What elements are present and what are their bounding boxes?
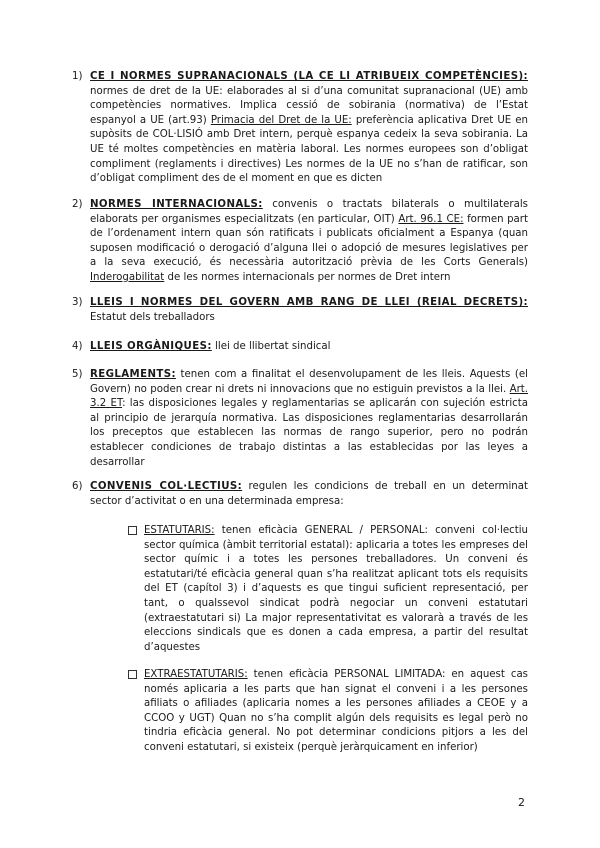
item-number: 6) [72,481,83,492]
item-heading: NORMES INTERNACIONALS: [90,199,263,210]
item-text: de les normes internacionals per normes de Dret intern [164,271,451,283]
item-text: regulen les condicions de treball en un determinat sector d’activitat o en una determinada empresa: [90,481,528,507]
list-item-6 [72,480,528,509]
sub-item-text: tenen eficàcia GENERAL / PERSONAL: conveni col·lectiu sector química (àmbit territorial estatal): aplicaria a totes les empreses del sector químic i a totes les persones treballadores. Un conveni és estatutari/té eficàcia general quan s’ha realitzat aplicant tots els requisits del ET (capítol 3) i d’aquests es que tingui suficient representació, per tant, o qualssevol sindicat podrà negociar un conveni estatutari (extraestatutari si) La major representativitat es valorarà a través de les eleccions sindicals que es donen a cada empresa, a partir del resultat d’aquestes [144,525,528,653]
list-item-2 [72,198,528,286]
sub-item-extraestatutaris [144,668,528,756]
item-heading: REGLAMENTS: [90,369,176,380]
item-number: 2) [72,199,83,210]
item-reference: Primacia del Dret de la UE: [210,114,352,126]
sub-item-heading: ESTATUTARIS: [144,525,215,536]
sub-item-text: tenen eficàcia PERSONAL LIMITADA: en aquest cas només aplicaria a les parts que han signat el conveni i a les persones afiliats o afiliades (aplicaria nomes a les persones afiliades a CEOE y a CCOO y UGT) Quan no s’ha complit algún dels requisits es legal però no tindria eficàcia general. No pot determinar condicions pitjors a les del conveni estatutari, si existeix (perquè jeràrquicament en inferior) [144,669,528,753]
item-text: Estatut dels treballadors [90,311,215,323]
item-text: convenis o tractats bilaterals o multilaterals elaborats per organismes especialitzats (en particular, OIT) [90,199,528,225]
item-reference: Art. 3.2 ET [90,383,528,410]
checkbox-bullet-icon [128,526,137,535]
item-number: 5) [72,369,83,380]
list-item-5 [72,368,528,470]
item-reference: Art. 96.1 CE: [398,213,464,225]
item-heading: CE I NORMES SUPRANACIONALS (LA CE LI ATRIBUEIX COMPETÈNCIES): [90,71,528,82]
sub-item-heading: EXTRAESTATUTARIS: [144,669,248,680]
item-reference: Inderogabilitat [90,271,165,283]
list-item-1 [72,70,528,187]
item-heading: CONVENIS COL·LECTIUS: [90,481,243,492]
checkbox-bullet-icon [128,670,137,679]
item-number: 1) [72,71,83,82]
item-heading: LLEIS ORGÀNIQUES: [90,341,212,352]
sub-item-estatutaris [144,524,528,655]
item-text: normes de dret de la UE: elaborades al si d’una comunitat supranacional (UE) amb competències normatives. Implica cessió de sobirania (normativa) de l’Estat espanyol a UE (art.93) [90,85,528,126]
item-heading: LLEIS I NORMES DEL GOVERN AMB RANG DE LLEI (REIAL DECRETS): [90,297,528,308]
item-number: 4) [72,341,83,352]
item-text: llei de llibertat sindical [211,341,331,352]
item-text: : las disposiciones legales y reglamentarias se aplicarán con sujeción estricta al principio de jerarquía normativa. Las disposiciones reglamentarias desarrollarán los preceptos que establecen las normas de rango superior, pero no podrán establecer condiciones de trabajo distintas a las establecidas por las leyes a desarrollar [90,398,528,468]
item-text: preferència aplicativa Dret UE en supòsits de COL·LISIÓ amb Dret intern, perquè espanya cedeix la seva sobirania. La UE té moltes competències en matèria laboral. Les normes europees son d’obligat compliment (reglaments i directives) Les normes de la UE no s’han de ratificar, son d’obligat compliment des de el moment en que es dicten [90,114,528,185]
page-number: 2 [518,796,525,809]
item-text: formen part de l’ordenament intern quan són ratificats i publicats oficialment a Espanya (quan suposen modificació o derogació d’alguna llei o adopció de mesures legislatives per a la seva execució, és necessària autorització prèvia de les Corts Generals) [90,213,528,269]
item-number: 3) [72,297,83,308]
item-text: tenen com a finalitat el desenvolupament de les lleis. Aquests (el Govern) no poden crear ni drets ni innovacions que no estiguin previstos a la llei. [90,369,528,395]
list-item-3 [72,296,528,325]
list-item-4 [72,340,528,355]
